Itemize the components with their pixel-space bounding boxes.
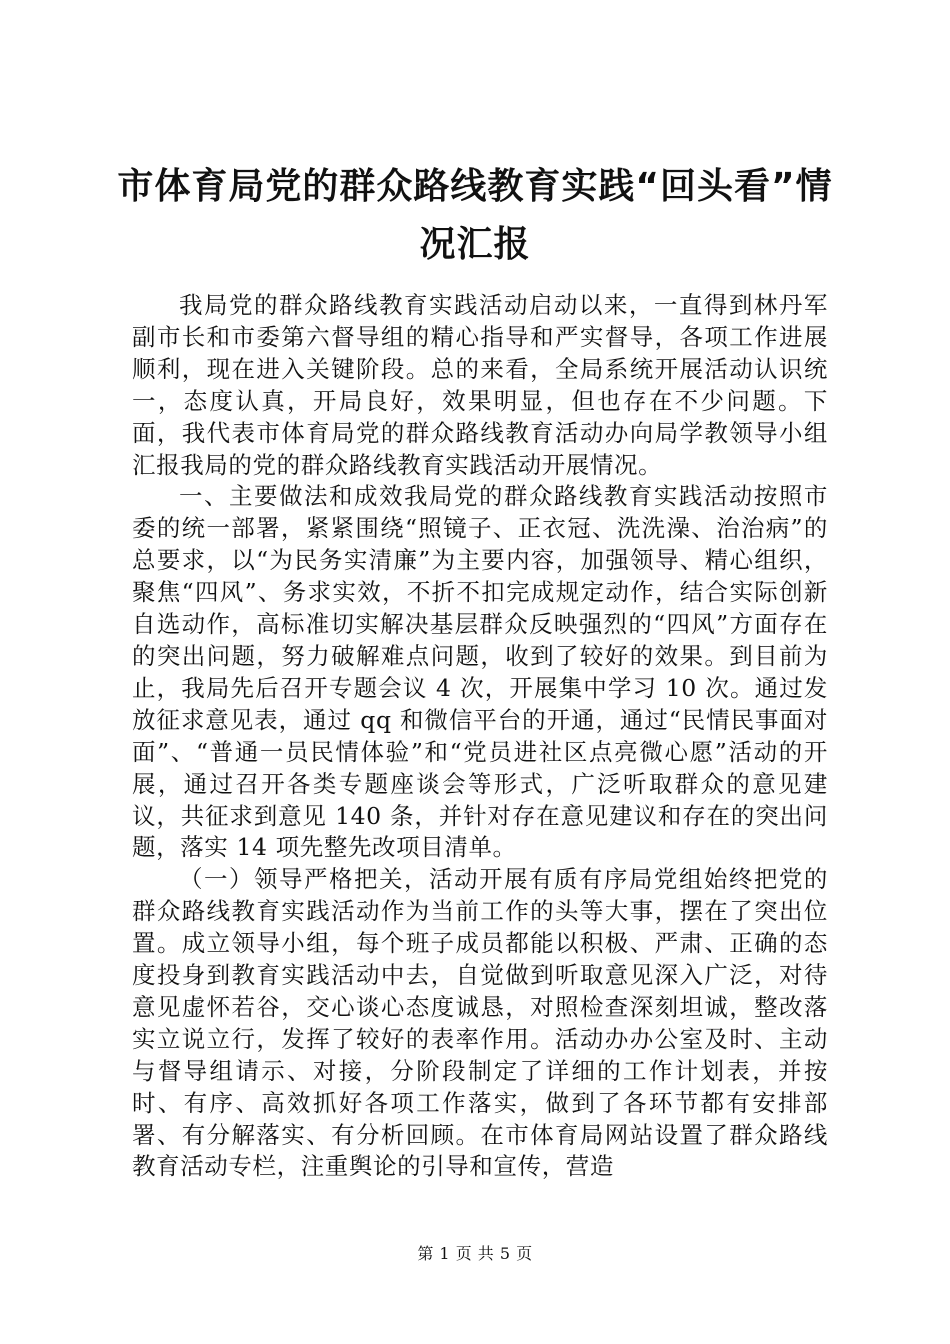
page-footer: 第 1 页 共 5 页 xyxy=(417,1244,533,1263)
paragraph-section-one: 一、主要做法和成效我局党的群众路线教育实践活动按照市委的统一部署，紧紧围绕“照镜子、正衣冠、洗洗澡、治治病”的总要求，以“为民务实清廉”为主要内容，加强领导、精心组织，聚焦“四风”、务求实效，不折不扣完成规定动作，结合实际创新自选动作，高标准切实解决基层群众反映强烈的“四风”方面存在的突出问题，努力破解难点问题，收到了较好的效果。到目前为止，我局先后召开专题会议 4 次，开展集中学习 10 次。通过发放征求意见表，通过 qq 和微信平台的开通，通过“民情民事面对面”、“普通一员民情体验”和“党员进社区点亮微心愿”活动的开展，通过召开各类专题座谈会等形式，广泛听取群众的意见建议，共征求到意见 140 条，并针对存在意见建议和存在的突出问题，落实 14 项先整先改项目清单。 xyxy=(132,482,828,862)
paragraph-intro: 我局党的群众路线教育实践活动启动以来，一直得到林丹军副市长和市委第六督导组的精心指导和严实督导，各项工作进展顺利，现在进入关键阶段。总的来看，全局系统开展活动认识统一，态度认真，开局良好，效果明显，但也存在不少问题。下面，我代表市体育局党的群众路线教育活动办向局学教领导小组汇报我局的党的群众路线教育实践活动开展情况。 xyxy=(132,291,828,479)
document-body xyxy=(132,290,828,1183)
paragraph-subsection-one: （一）领导严格把关，活动开展有质有序局党组始终把党的群众路线教育实践活动作为当前工作的头等大事，摆在了突出位置。成立领导小组，每个班子成员都能以积极、严肃、正确的态度投身到教育实践活动中去，自觉做到听取意见深入广泛，对待意见虚怀若谷，交心谈心态度诚恳，对照检查深刻坦诚，整改落实立说立行，发挥了较好的表率作用。活动办办公室及时、主动与督导组请示、对接，分阶段制定了详细的工作计划表，并按时、有序、高效抓好各项工作落实，做到了各环节都有安排部署、有分解落实、有分析回顾。在市体育局网站设置了群众路线教育活动专栏，注重舆论的引导和宣传，营造 xyxy=(132,865,828,1181)
document-title: 市体育局党的群众路线教育实践“回头看”情况汇报 xyxy=(117,166,833,265)
